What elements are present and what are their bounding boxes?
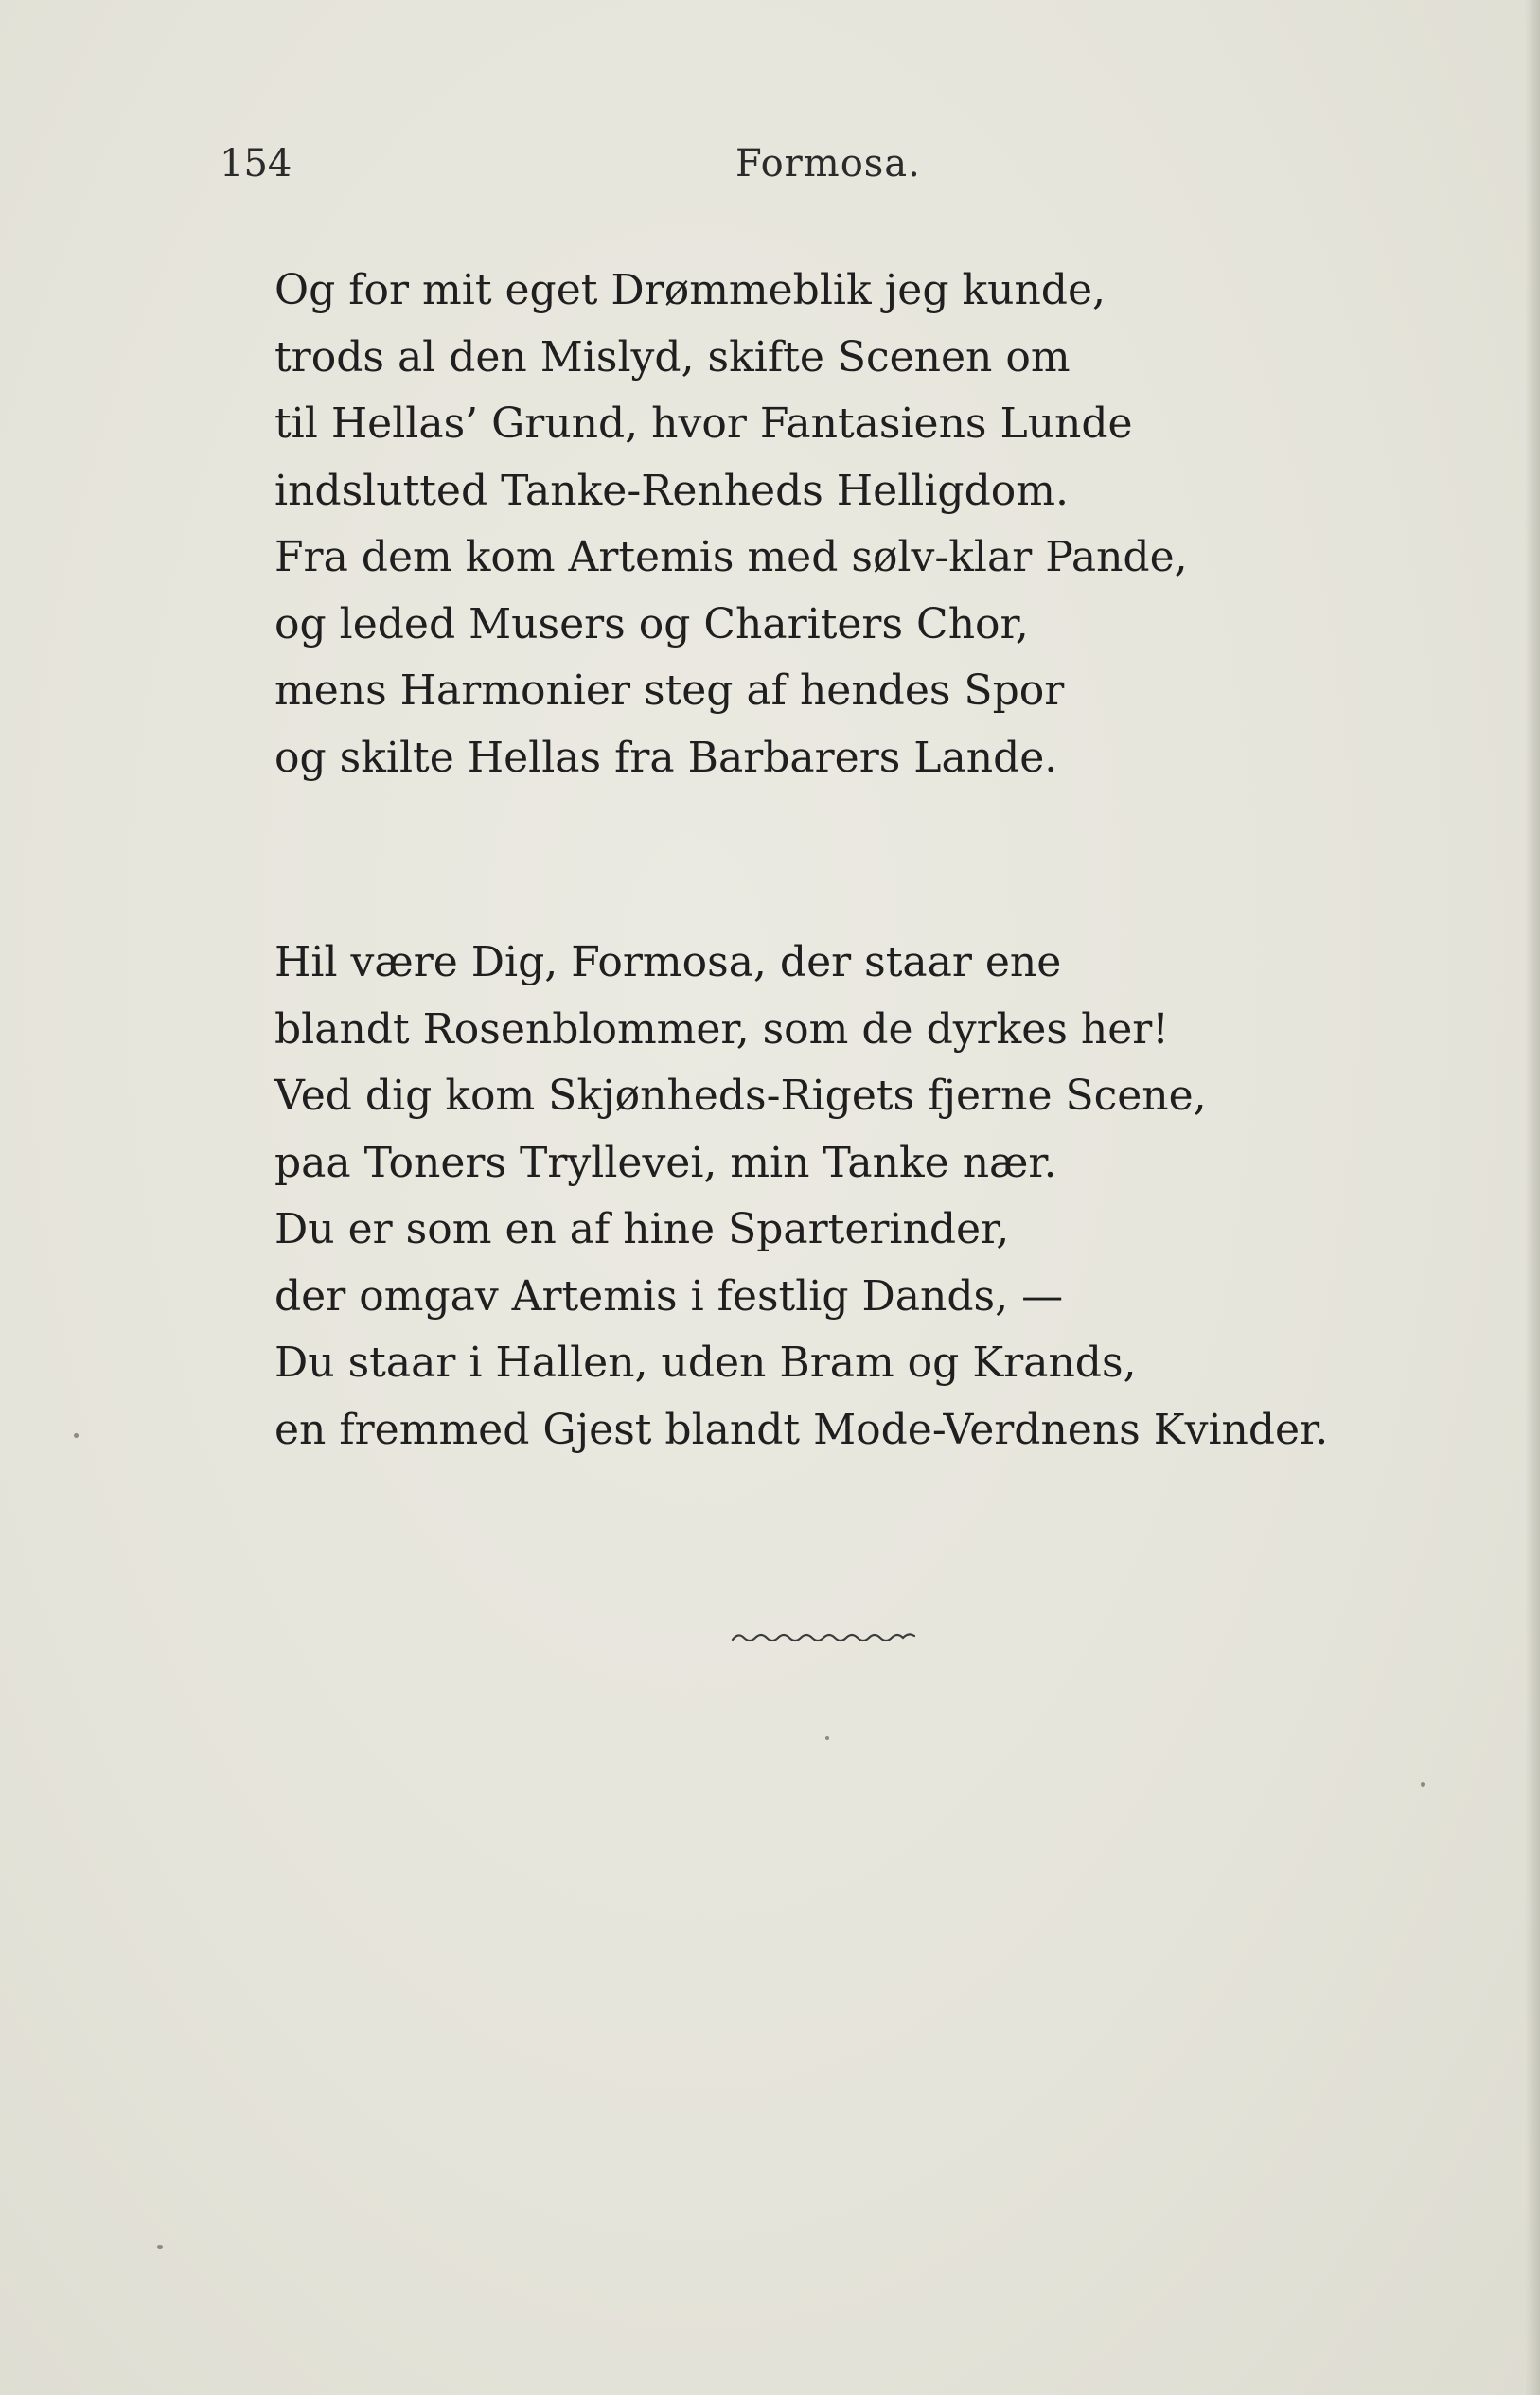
verse-line: blandt Rosenblommer, som de dyrkes her!	[274, 1004, 1169, 1054]
running-title: Formosa.	[735, 142, 921, 186]
paper-speck	[157, 2245, 163, 2249]
verse-line: paa Toners Tryllevei, min Tanke nær.	[274, 1138, 1057, 1187]
paper-speck	[1421, 1782, 1425, 1787]
stanza-2	[274, 930, 1410, 1464]
paper-speck	[825, 1736, 829, 1740]
page-number: 154	[220, 142, 292, 186]
page-edge-shadow	[1525, 0, 1540, 2395]
paper-speck	[74, 1433, 79, 1438]
stanza-1	[274, 257, 1410, 791]
verse-line: og leded Musers og Chariters Chor,	[274, 599, 1029, 648]
verse-line: Hil være Dig, Formosa, der staar ene	[274, 938, 1062, 986]
wavy-line-ornament-icon	[731, 1626, 916, 1647]
verse-line: Du staar i Hallen, uden Bram og Krands,	[274, 1339, 1137, 1387]
verse-line: Du er som en af hine Sparterinder,	[274, 1205, 1010, 1253]
verse-line: Ved dig kom Skjønheds-Rigets fjerne Scene,	[274, 1072, 1207, 1120]
verse-line: Fra dem kom Artemis med sølv-klar Pande,	[274, 533, 1188, 581]
verse-line: en fremmed Gjest blandt Mode-Verdnens Kvinder.	[274, 1405, 1329, 1454]
running-head	[220, 142, 920, 199]
verse-line: Og for mit eget Drømmeblik jeg kunde,	[274, 266, 1106, 314]
verse-line: mens Harmonier steg af hendes Spor	[274, 666, 1065, 715]
verse-line: trods al den Mislyd, skifte Scenen om	[274, 332, 1071, 381]
verse-line: til Hellas’ Grund, hvor Fantasiens Lunde	[274, 399, 1133, 448]
verse-line: der omgav Artemis i festlig Dands, —	[274, 1271, 1064, 1321]
verse-line: indslutted Tanke-Renheds Helligdom.	[274, 466, 1069, 515]
verse-line: og skilte Hellas fra Barbarers Lande.	[274, 733, 1058, 782]
